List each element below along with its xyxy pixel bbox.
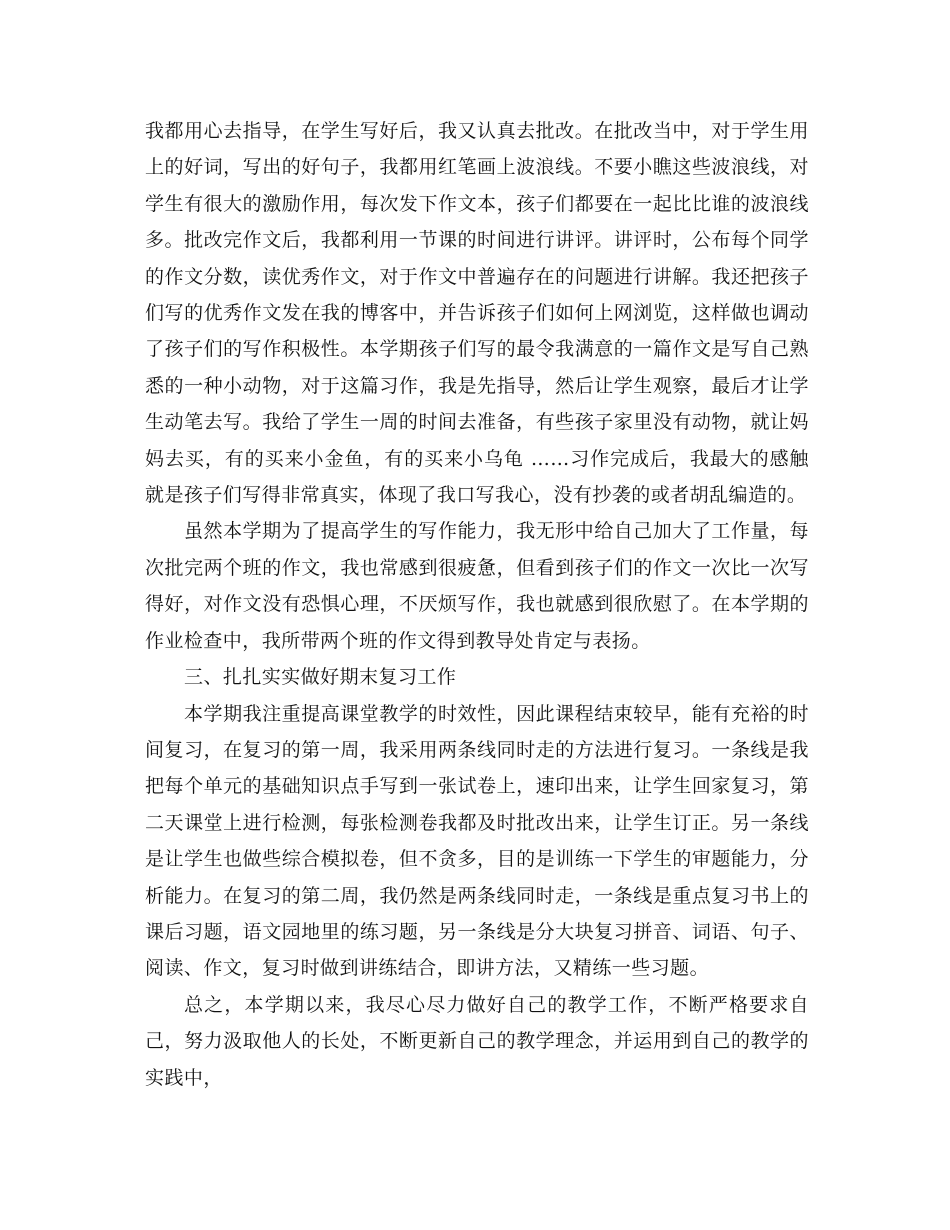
paragraph-2: 虽然本学期为了提高学生的写作能力，我无形中给自己加大了工作量，每次批完两个班的作文，我也常感到很疲惫，但看到孩子们的作文一次比一次写得好，对作文没有恐惧心理，不厌烦写作，我也就感到很欣慰了。在本学期的作业检查中，我所带两个班的作文得到教导处肯定与表扬。 [145,520,809,652]
paragraph-3: 本学期我注重提高课堂教学的时效性，因此课程结束较早，能有充裕的时间复习，在复习的第一周，我采用两条线同时走的方法进行复习。一条线是我把每个单元的基础知识点手写到一张试卷上，速印出来，让学生回家复习，第二天课堂上进行检测，每张检测卷我都及时批改出来，让学生订正。另一条线是让学生也做些综合模拟卷，但不贪多，目的是训练一下学生的审题能力，分析能力。在复习的第二周，我仍然是两条线同时走，一条线是重点复习书上的课后习题，语文园地里的练习题，另一条线是分大块复习拼音、词语、句子、阅读、作文，复习时做到讲练结合，即讲方法，又精练一些习题。 [145,702,809,980]
paragraph-4: 总之，本学期以来，我尽心尽力做好自己的教学工作，不断严格要求自己，努力汲取他人的长处，不断更新自己的教学理念，并运用到自己的教学的实践中， [145,993,809,1089]
section-heading: 三、扎扎实实做好期末复习工作 [184,666,457,689]
document-body [145,113,809,1096]
paragraph-1: 我都用心去指导，在学生写好后，我又认真去批改。在批改当中，对于学生用上的好词，写出的好句子，我都用红笔画上波浪线。不要小瞧这些波浪线，对学生有很大的激励作用，每次发下作文本，孩子们都要在一起比比谁的波浪线多。批改完作文后，我都利用一节课的时间进行讲评。讲评时，公布每个同学的作文分数，读优秀作文，对于作文中普遍存在的问题进行讲解。我还把孩子们写的优秀作文发在我的博客中，并告诉孩子们如何上网浏览，这样做也调动了孩子们的写作积极性。本学期孩子们写的最令我满意的一篇作文是写自己熟悉的一种小动物，对于这篇习作，我是先指导，然后让学生观察，最后才让学生动笔去写。我给了学生一周的时间去准备，有些孩子家里没有动物，就让妈妈去买，有的买来小金鱼，有的买来小乌龟 ……习作完成后，我最大的感触就是孩子们写得非常真实，体现了我口写我心，没有抄袭的或者胡乱编造的。 [145,120,809,507]
